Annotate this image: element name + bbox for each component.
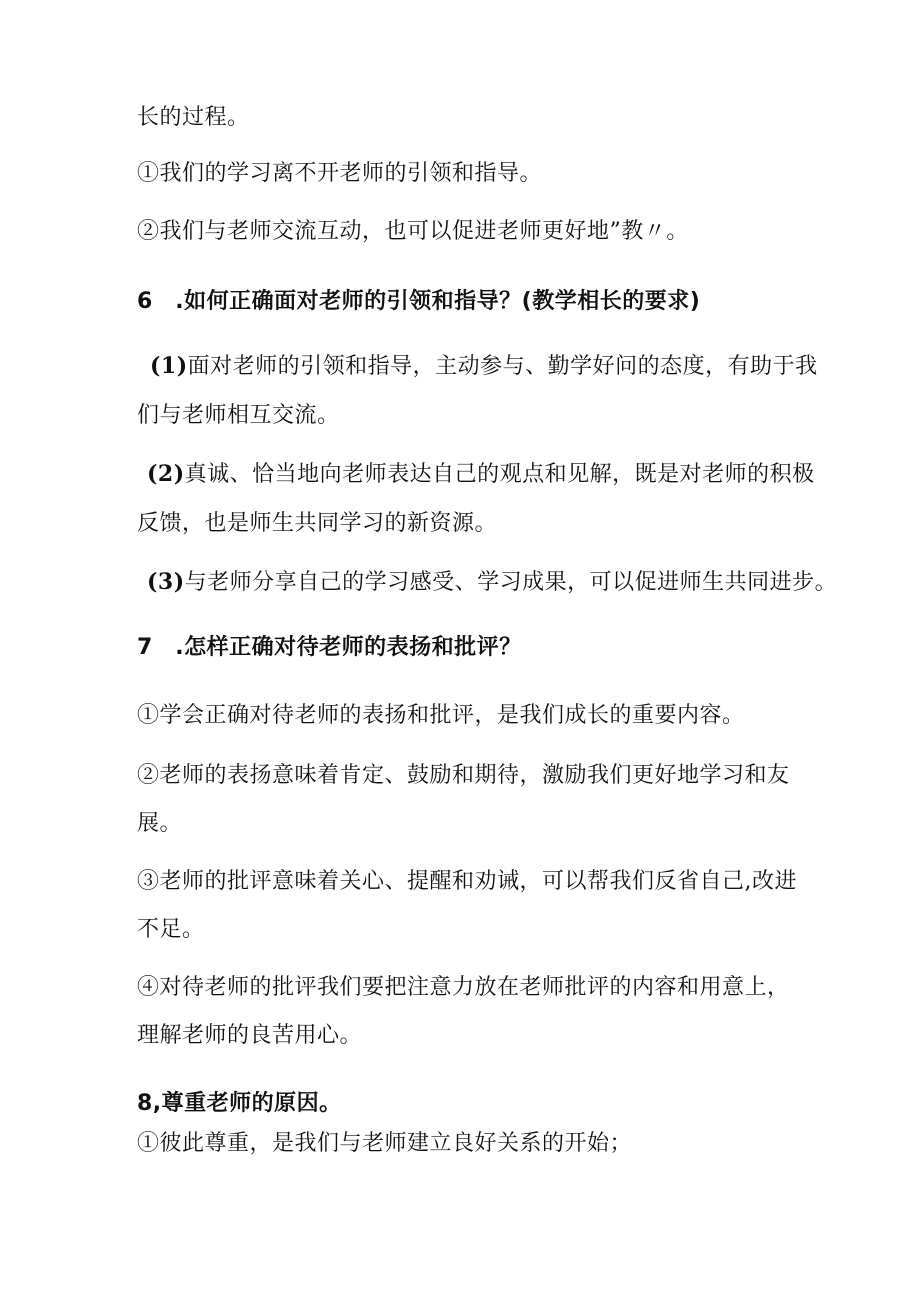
section-heading-8: 8,尊重老师的原因。 (137, 1091, 342, 1116)
list-item: ①我们的学习离不开老师的引领和指导。 (137, 161, 543, 186)
list-item: ③老师的批评意味着关心、提醒和劝诫，可以帮我们反省自己,改进 (137, 869, 797, 894)
list-item: ④对待老师的批评我们要把注意力放在老师批评的内容和用意上， (137, 975, 790, 1000)
item-text: 与老师分享自己的学习感受、学习成果，可以促进师生共同进步。 (184, 570, 838, 595)
text-line: 们与老师相互交流。 (137, 403, 340, 428)
section-heading-7: 7 .怎样正确对待老师的表扬和批评？ (137, 635, 522, 660)
list-item (147, 460, 815, 489)
text-line: 展。 (137, 811, 183, 836)
section-heading-6: 6 .如何正确面对老师的引领和指导？(教学相长的要求) (137, 289, 701, 314)
item-number: (2) (147, 461, 185, 487)
text-line: 反馈，也是师生共同学习的新资源。 (137, 511, 498, 536)
text-line: 不足。 (137, 917, 205, 942)
item-text: 面对老师的引领和指导，主动参与、勤学好问的态度，有助于我 (187, 354, 818, 379)
list-item: ②老师的表扬意味着肯定、鼓励和期待，激励我们更好地学习和友 (137, 763, 790, 788)
item-text: 真诚、恰当地向老师表达自己的观点和见解，既是对老师的积极 (184, 462, 815, 487)
item-number: (3) (147, 569, 185, 595)
text-line: 长的过程。 (137, 105, 250, 130)
list-item (150, 352, 818, 381)
list-item: ①学会正确对待老师的表扬和批评，是我们成长的重要内容。 (137, 703, 745, 728)
text-line: 理解老师的良苦用心。 (137, 1023, 363, 1048)
list-item: ①彼此尊重，是我们与老师建立良好关系的开始； (137, 1131, 633, 1156)
list-item: ②我们与老师交流互动，也可以促进老师更好地”教〃。 (137, 219, 689, 244)
list-item (147, 568, 837, 597)
item-number: (1) (150, 353, 188, 379)
